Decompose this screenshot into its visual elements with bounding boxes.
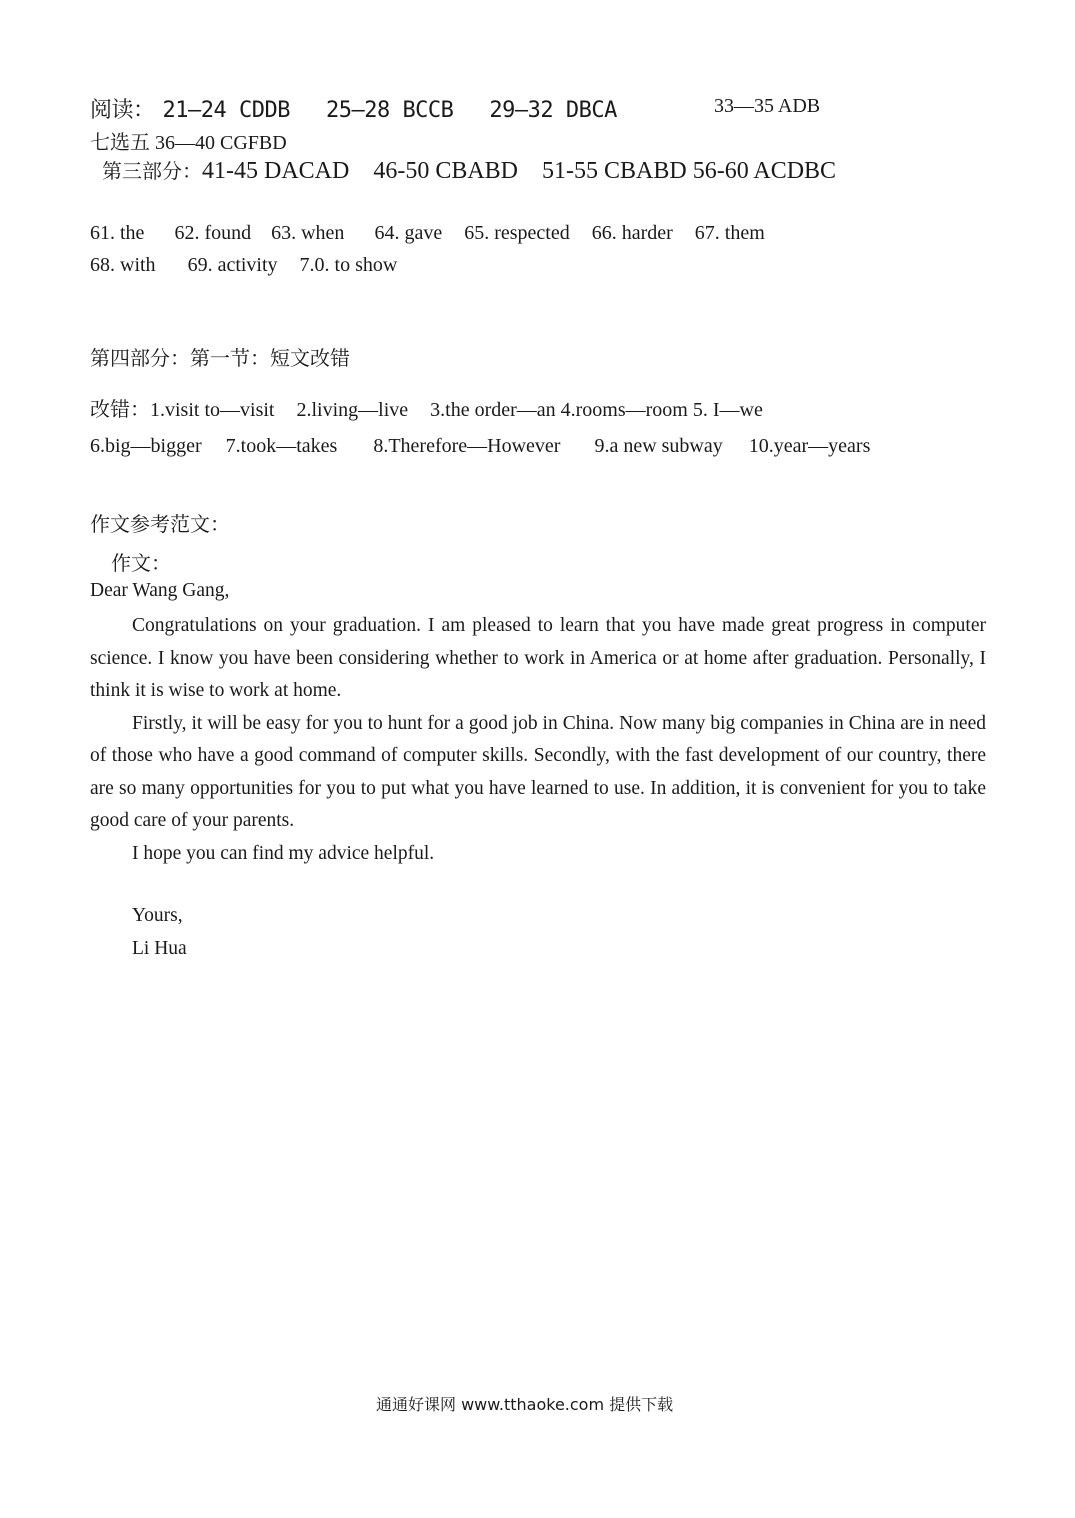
correction-item: 改错：1.visit to—visit xyxy=(90,399,275,421)
essay-signature: Li Hua xyxy=(132,938,187,959)
fill-answer: 63. when xyxy=(271,222,345,244)
fill-answer: 65. respected xyxy=(464,222,570,244)
fill-answer: 66. harder xyxy=(591,222,673,244)
fill-row-2 xyxy=(90,254,397,277)
part3-group-3: 51-55 CBABD 56-60 ACDBC xyxy=(542,158,837,184)
essay-paragraph-1: Congratulations on your graduation. I am pleased to learn that you have made great progress in computer science. I know you have been considering whether to work in America or at home after graduation. Personally, I think it is wise to work at home. xyxy=(90,615,986,701)
fill-answer: 69. activity xyxy=(187,254,278,276)
correction-item: 7.took—takes xyxy=(225,435,338,457)
part3-group-2: 46-50 CBABD xyxy=(373,158,519,184)
part3-answers-line xyxy=(102,155,836,185)
reading-group-1: 21—24 CDDB xyxy=(162,98,290,123)
seven-choose-five-answers: 七选五 36—40 CGFBD xyxy=(90,132,287,154)
fill-answer: 64. gave xyxy=(374,222,443,244)
fill-answer: 7.0. to show xyxy=(299,254,398,276)
correction-item: 2.living—live xyxy=(296,399,409,421)
essay-body xyxy=(90,610,986,870)
essay-salutation: Dear Wang Gang, xyxy=(90,580,230,601)
reading-group-3: 29—32 DBCA xyxy=(489,98,617,123)
fill-row-1 xyxy=(90,222,765,245)
part4-title: 第四部分：第一节：短文改错 xyxy=(90,346,350,370)
correction-row-2 xyxy=(90,435,870,458)
fill-answer: 67. them xyxy=(694,222,765,244)
correction-item: 9.a new subway xyxy=(594,435,723,457)
fill-answer: 68. with xyxy=(90,254,156,276)
essay-paragraph-3: I hope you can find my advice helpful. xyxy=(132,842,435,864)
reading-answers-line xyxy=(90,93,617,124)
page-footer: 通通好课网 www.tthaoke.com 提供下载 xyxy=(376,1395,674,1414)
reading-group-2: 25—28 BCCB xyxy=(325,98,454,123)
reading-label: 阅读： xyxy=(90,98,155,123)
fill-answer: 62. found xyxy=(174,222,252,244)
correction-item: 6.big—bigger xyxy=(90,435,202,457)
fill-answer: 61. the xyxy=(90,222,145,244)
correction-row-1 xyxy=(90,393,763,422)
essay-section-title: 作文参考范文： xyxy=(90,512,230,536)
correction-item: 10.year—years xyxy=(748,435,871,457)
part3-label: 第三部分： xyxy=(102,159,202,183)
part3-group-1: 41-45 DACAD xyxy=(202,158,350,184)
essay-paragraph-2: Firstly, it will be easy for you to hunt for a good job in China. Now many big companies in China are in need of those who have a good command of computer skills. Secondly, with the fast development of our country, there are so many opportunities for you to put what you have learned to use. In addition, it is convenient for you to take good care of your parents. xyxy=(90,712,986,831)
essay-sub-title: 作文： xyxy=(111,551,171,575)
correction-item: 3.the order—an 4.rooms—room 5. I—we xyxy=(430,399,763,421)
correction-item: 8.Therefore—However xyxy=(373,435,561,457)
essay-closing: Yours, xyxy=(132,905,183,926)
reading-group-4: 33—35 ADB xyxy=(714,95,821,117)
